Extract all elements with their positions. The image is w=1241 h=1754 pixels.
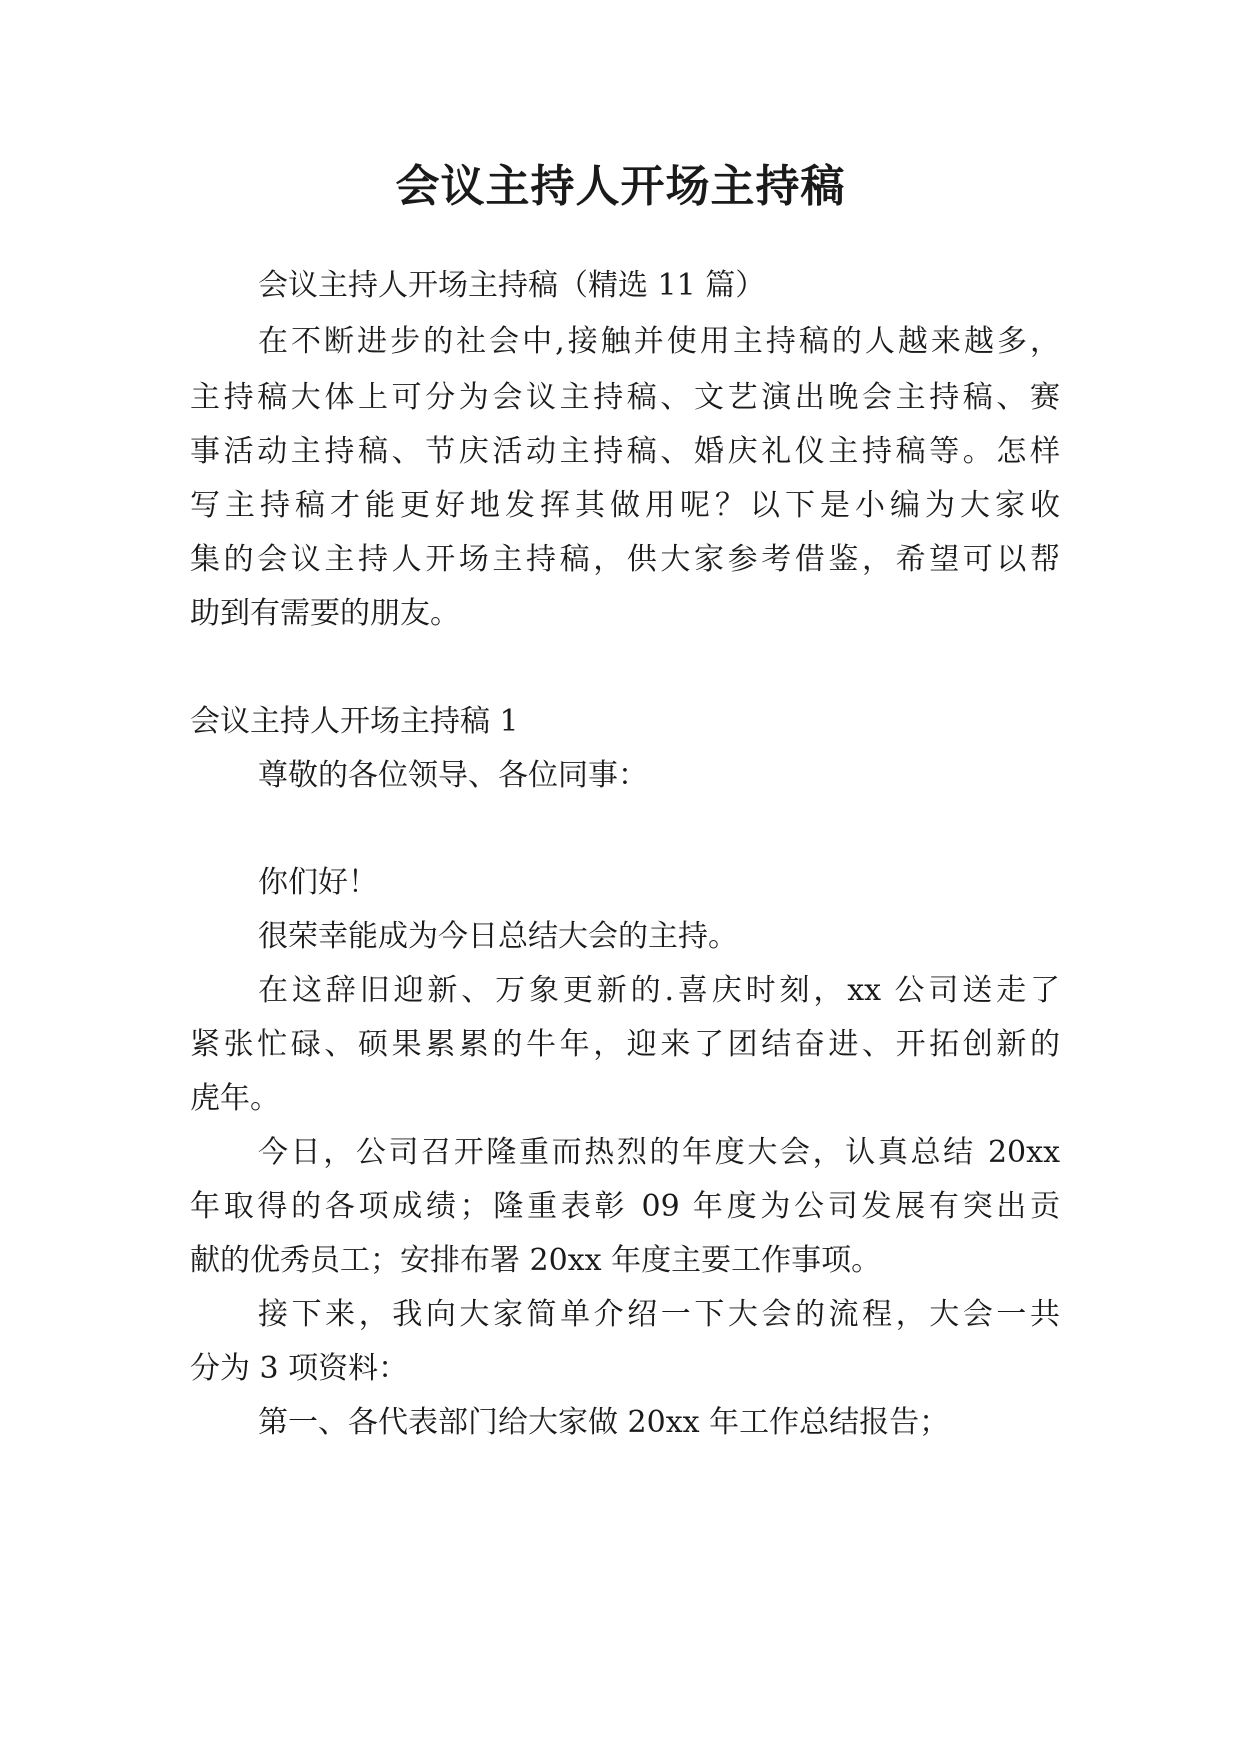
- paragraph-line: 接下来，我向大家简单介绍一下大会的流程，大会一共: [258, 1297, 1060, 1332]
- paragraph-line: 虎年。: [190, 1081, 280, 1116]
- paragraph-line: 第一、各代表部门给大家做 20xx 年工作总结报告；: [258, 1405, 950, 1440]
- paragraph-line: 助到有需要的朋友。: [190, 596, 460, 631]
- greeting: 你们好！: [258, 865, 378, 900]
- paragraph-line: 在这辞旧迎新、万象更新的.喜庆时刻，xx 公司送走了: [258, 973, 1060, 1008]
- paragraph-line: 集的会议主持人开场主持稿，供大家参考借鉴，希望可以帮: [190, 542, 1060, 577]
- section-heading: 会议主持人开场主持稿 1: [190, 704, 519, 739]
- paragraph-line: 很荣幸能成为今日总结大会的主持。: [258, 919, 738, 954]
- paragraph-line: 写主持稿才能更好地发挥其做用呢？以下是小编为大家收: [190, 488, 1060, 523]
- paragraph-line: 分为 3 项资料：: [190, 1351, 409, 1386]
- paragraph-line: 在不断进步的社会中,接触并使用主持稿的人越来越多，: [258, 324, 1060, 359]
- paragraph-line: 主持稿大体上可分为会议主持稿、文艺演出晚会主持稿、赛: [190, 380, 1060, 415]
- paragraph-line: 献的优秀员工；安排布署 20xx 年度主要工作事项。: [190, 1243, 882, 1278]
- document-title: 会议主持人开场主持稿: [395, 161, 846, 212]
- paragraph-line: 今日，公司召开隆重而热烈的年度大会，认真总结 20xx: [258, 1135, 1060, 1170]
- salutation: 尊敬的各位领导、各位同事：: [258, 758, 648, 793]
- paragraph-line: 会议主持人开场主持稿（精选 11 篇）: [258, 268, 766, 303]
- paragraph-line: 紧张忙碌、硕果累累的牛年，迎来了团结奋进、开拓创新的: [190, 1027, 1060, 1062]
- paragraph-line: 事活动主持稿、节庆活动主持稿、婚庆礼仪主持稿等。怎样: [190, 434, 1060, 469]
- paragraph-line: 年取得的各项成绩；隆重表彰 09 年度为公司发展有突出贡: [190, 1189, 1060, 1224]
